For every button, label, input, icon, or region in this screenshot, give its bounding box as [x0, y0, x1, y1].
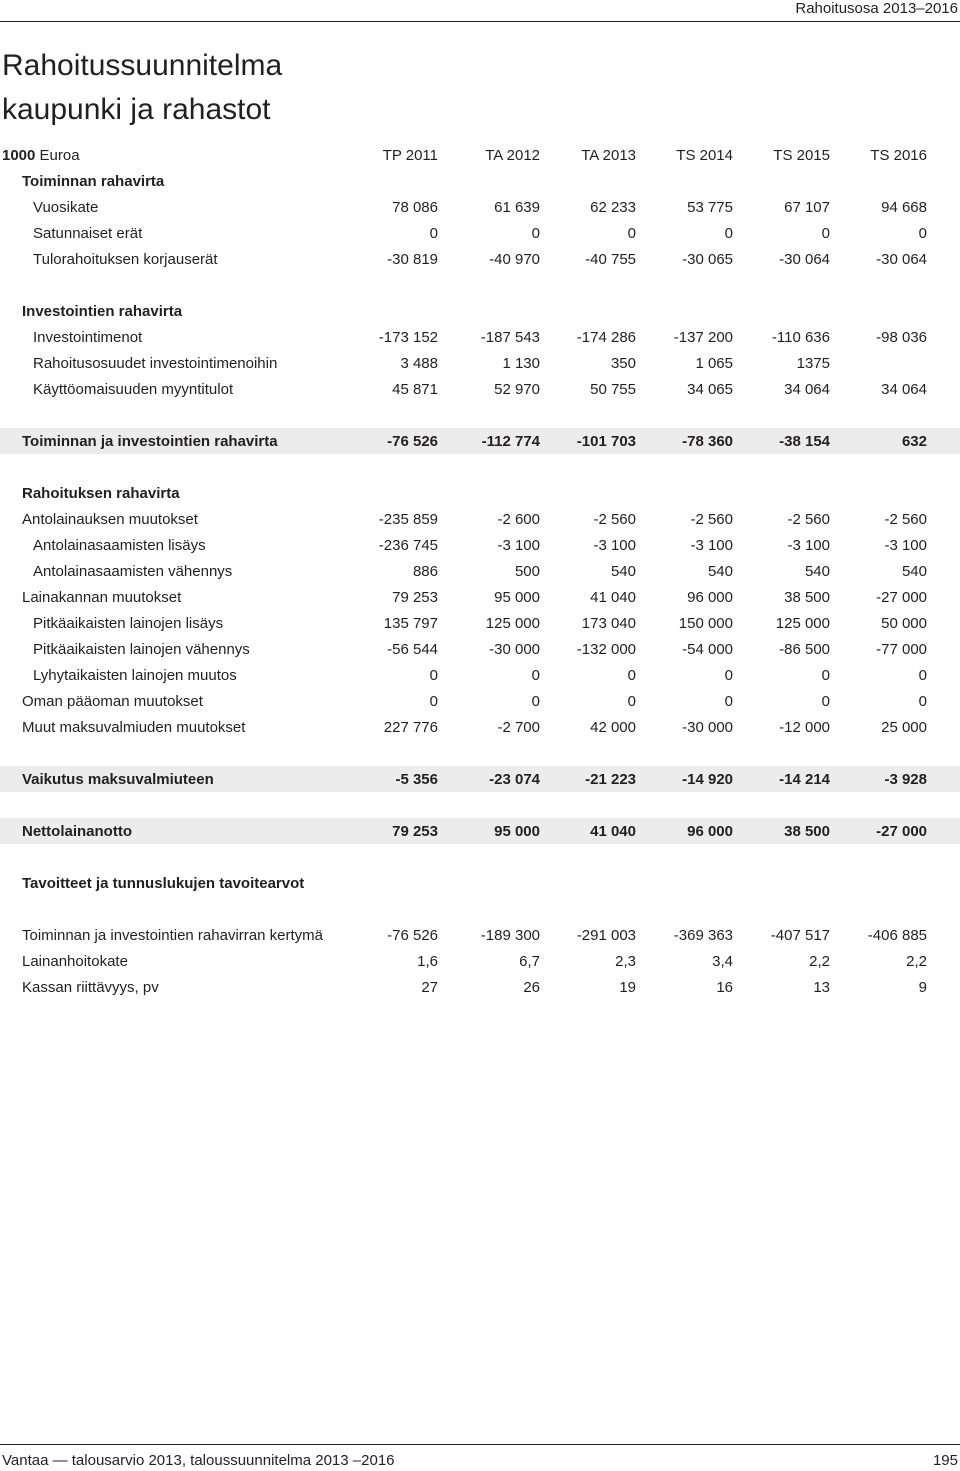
cell: 540 — [804, 563, 830, 580]
section-heading-label: Rahoituksen rahavirta — [22, 485, 180, 502]
table-row — [0, 506, 960, 532]
row-label: Antolainauksen muutokset — [22, 511, 198, 528]
cell: 0 — [724, 693, 733, 710]
cell: 0 — [918, 693, 927, 710]
unit-label — [2, 147, 80, 164]
table-row — [0, 532, 960, 558]
cell: -236 745 — [378, 537, 438, 554]
row-label: Toiminnan ja investointien rahavirta — [22, 433, 278, 450]
cell: 540 — [901, 563, 927, 580]
row-label: Pitkäaikaisten lainojen lisäys — [33, 615, 224, 632]
table-row — [0, 922, 960, 948]
spacer — [0, 844, 960, 870]
table-row — [0, 714, 960, 740]
column-header: TA 2013 — [581, 147, 636, 164]
cell: 500 — [514, 563, 540, 580]
row-label: Käyttöomaisuuden myyntitulot — [33, 381, 234, 398]
cell: 0 — [627, 225, 636, 242]
cell: -30 000 — [682, 719, 733, 736]
row-label: Lyhytaikaisten lainojen muutos — [33, 667, 237, 684]
cell: 1 065 — [695, 355, 733, 372]
cell: 350 — [610, 355, 636, 372]
cell: -173 152 — [378, 329, 438, 346]
table-row — [0, 584, 960, 610]
cell: -23 074 — [489, 771, 540, 788]
cell: -3 928 — [884, 771, 927, 788]
cell: 540 — [610, 563, 636, 580]
cell: -235 859 — [378, 511, 438, 528]
cell: 125 000 — [485, 615, 540, 632]
cell: 52 970 — [494, 381, 540, 398]
cell: 34 064 — [881, 381, 927, 398]
cell: -5 356 — [395, 771, 438, 788]
table-row — [0, 974, 960, 1000]
row-label: Lainakannan muutokset — [22, 589, 182, 606]
page-title-line1: Rahoitussuunnitelma — [2, 49, 283, 82]
cell: 95 000 — [494, 589, 540, 606]
row-label: Oman pääoman muutokset — [22, 693, 203, 710]
cell: 886 — [412, 563, 438, 580]
unit-label-bold: 1000 — [2, 147, 36, 164]
cell: 6,7 — [519, 953, 540, 970]
table-row — [0, 350, 960, 376]
cell: -2 560 — [593, 511, 636, 528]
cell: -76 526 — [387, 433, 438, 450]
cell: 34 065 — [687, 381, 733, 398]
cell: 0 — [821, 667, 830, 684]
footer-text: Vantaa — talousarvio 2013, taloussuunnitelma 2013 –2016 — [2, 1452, 395, 1469]
cell: 0 — [627, 667, 636, 684]
cell: -187 543 — [480, 329, 540, 346]
table-row — [0, 636, 960, 662]
table-row — [0, 688, 960, 714]
cell: 41 040 — [590, 823, 636, 840]
cell: -40 755 — [585, 251, 636, 268]
cell: -30 065 — [682, 251, 733, 268]
cell: 16 — [716, 979, 733, 996]
cell: 96 000 — [687, 589, 733, 606]
cell: 50 755 — [590, 381, 636, 398]
cell: 13 — [813, 979, 830, 996]
table-row — [0, 662, 960, 688]
cell: 53 775 — [687, 199, 733, 216]
cell: 79 253 — [392, 823, 438, 840]
cell: -76 526 — [387, 927, 438, 944]
table-row — [0, 558, 960, 584]
page-title-line2: kaupunki ja rahastot — [2, 93, 271, 126]
cell: 3 488 — [400, 355, 438, 372]
cell: -30 064 — [876, 251, 927, 268]
cell: -3 100 — [787, 537, 830, 554]
unit-label-rest: Euroa — [35, 147, 80, 164]
cell: -189 300 — [480, 927, 540, 944]
row-label: Tulorahoituksen korjauserät — [33, 251, 218, 268]
cell: -2 560 — [884, 511, 927, 528]
summary-row — [0, 818, 960, 844]
cell: 62 233 — [590, 199, 636, 216]
table-row — [0, 610, 960, 636]
summary-row — [0, 766, 960, 792]
cell: 0 — [724, 225, 733, 242]
cell: 67 107 — [784, 199, 830, 216]
row-label: Lainanhoitokate — [22, 953, 128, 970]
cell: 95 000 — [494, 823, 540, 840]
section-heading — [0, 298, 960, 324]
cell: 78 086 — [392, 199, 438, 216]
cell: -3 100 — [497, 537, 540, 554]
cell: -54 000 — [682, 641, 733, 658]
cell: 2,3 — [615, 953, 636, 970]
cell: 0 — [821, 693, 830, 710]
cell: 27 — [421, 979, 438, 996]
cell: -369 363 — [673, 927, 733, 944]
cell: 0 — [531, 225, 540, 242]
cell: 0 — [429, 693, 438, 710]
financing-table — [0, 142, 960, 1000]
cell: -112 774 — [481, 433, 540, 450]
cell: 135 797 — [383, 615, 438, 632]
cell: -174 286 — [576, 329, 636, 346]
row-label: Investointimenot — [33, 329, 143, 346]
table-row — [0, 376, 960, 402]
table-header-row — [0, 142, 960, 168]
cell: -406 885 — [867, 927, 927, 944]
cell: 632 — [901, 433, 927, 450]
cell: -110 636 — [771, 329, 830, 346]
section-heading — [0, 168, 960, 194]
cell: -30 000 — [489, 641, 540, 658]
column-header: TS 2014 — [676, 147, 733, 164]
cell: 19 — [619, 979, 636, 996]
spacer — [0, 272, 960, 298]
column-header: TP 2011 — [382, 147, 438, 164]
cell: -407 517 — [770, 927, 830, 944]
row-label: Kassan riittävyys, pv — [22, 979, 159, 996]
cell: 79 253 — [392, 589, 438, 606]
cell: -3 100 — [690, 537, 733, 554]
column-header: TA 2012 — [485, 147, 540, 164]
cell: -101 703 — [576, 433, 636, 450]
cell: -27 000 — [876, 589, 927, 606]
cell: -291 003 — [576, 927, 636, 944]
cell: 9 — [918, 979, 927, 996]
cell: 34 064 — [784, 381, 830, 398]
cell: 41 040 — [590, 589, 636, 606]
cell: 2,2 — [809, 953, 830, 970]
cell: 38 500 — [784, 589, 830, 606]
cell: -86 500 — [779, 641, 830, 658]
cell: -2 560 — [690, 511, 733, 528]
table-row — [0, 194, 960, 220]
row-label: Pitkäaikaisten lainojen vähennys — [33, 641, 250, 658]
cell: -21 223 — [585, 771, 636, 788]
section-label: Rahoitusosa 2013–2016 — [795, 0, 958, 17]
column-header: TS 2015 — [773, 147, 830, 164]
section-heading-label: Investointien rahavirta — [22, 303, 183, 320]
summary-row — [0, 428, 960, 454]
cell: 0 — [531, 667, 540, 684]
section-heading — [0, 480, 960, 506]
cell: 25 000 — [881, 719, 927, 736]
cell: -27 000 — [876, 823, 927, 840]
cell: 1,6 — [417, 953, 438, 970]
cell: 26 — [523, 979, 540, 996]
row-label: Antolainasaamisten lisäys — [33, 537, 206, 554]
cell: -98 036 — [876, 329, 927, 346]
row-label: Antolainasaamisten vähennys — [33, 563, 233, 580]
spacer — [0, 454, 960, 480]
table-row — [0, 324, 960, 350]
cell: -132 000 — [576, 641, 636, 658]
cell: -2 600 — [497, 511, 540, 528]
cell: -3 100 — [884, 537, 927, 554]
cell: 227 776 — [383, 719, 438, 736]
row-label: Satunnaiset erät — [33, 225, 143, 242]
row-label: Muut maksuvalmiuden muutokset — [22, 719, 246, 736]
cell: -14 920 — [682, 771, 733, 788]
cell: 0 — [918, 667, 927, 684]
cell: 3,4 — [712, 953, 733, 970]
cell: 94 668 — [881, 199, 927, 216]
cell: -137 200 — [673, 329, 733, 346]
cell: -12 000 — [779, 719, 830, 736]
cell: 42 000 — [590, 719, 636, 736]
cell: -30 819 — [387, 251, 438, 268]
table-row — [0, 220, 960, 246]
cell: 0 — [429, 225, 438, 242]
cell: 173 040 — [581, 615, 636, 632]
cell: 1 130 — [502, 355, 540, 372]
row-label: Toiminnan ja investointien rahavirran kertymä — [22, 927, 323, 944]
spacer — [0, 740, 960, 766]
cell: 0 — [918, 225, 927, 242]
cell: 0 — [627, 693, 636, 710]
cell: -56 544 — [387, 641, 438, 658]
cell: -77 000 — [876, 641, 927, 658]
spacer — [0, 896, 960, 922]
cell: 50 000 — [881, 615, 927, 632]
cell: 125 000 — [775, 615, 830, 632]
section-heading-label: Tavoitteet ja tunnuslukujen tavoitearvot — [22, 875, 305, 892]
spacer — [0, 792, 960, 818]
cell: 2,2 — [906, 953, 927, 970]
section-heading — [0, 870, 960, 896]
row-label: Rahoitusosuudet investointimenoihin — [33, 355, 278, 372]
row-label: Vuosikate — [33, 199, 99, 216]
cell: -40 970 — [489, 251, 540, 268]
cell: 96 000 — [687, 823, 733, 840]
cell: 38 500 — [784, 823, 830, 840]
table-row — [0, 246, 960, 272]
cell: 45 871 — [392, 381, 438, 398]
cell: 150 000 — [678, 615, 733, 632]
cell: -38 154 — [779, 433, 830, 450]
top-rule — [0, 21, 960, 22]
bottom-rule — [0, 1444, 960, 1445]
cell: 61 639 — [494, 199, 540, 216]
cell: 0 — [821, 225, 830, 242]
cell: 0 — [724, 667, 733, 684]
spacer — [0, 402, 960, 428]
table-row — [0, 948, 960, 974]
page-title — [2, 44, 282, 132]
cell: -30 064 — [779, 251, 830, 268]
cell: -14 214 — [779, 771, 830, 788]
row-label: Vaikutus maksuvalmiuteen — [22, 771, 214, 788]
cell: -2 700 — [497, 719, 540, 736]
row-label: Nettolainanotto — [22, 823, 132, 840]
cell: 0 — [429, 667, 438, 684]
cell: -2 560 — [787, 511, 830, 528]
cell: 0 — [531, 693, 540, 710]
cell: 540 — [707, 563, 733, 580]
cell: -3 100 — [593, 537, 636, 554]
page-number: 195 — [932, 1452, 958, 1469]
cell: -78 360 — [682, 433, 733, 450]
section-heading-label: Toiminnan rahavirta — [22, 173, 165, 190]
cell: 1375 — [796, 355, 830, 372]
column-header: TS 2016 — [870, 147, 927, 164]
